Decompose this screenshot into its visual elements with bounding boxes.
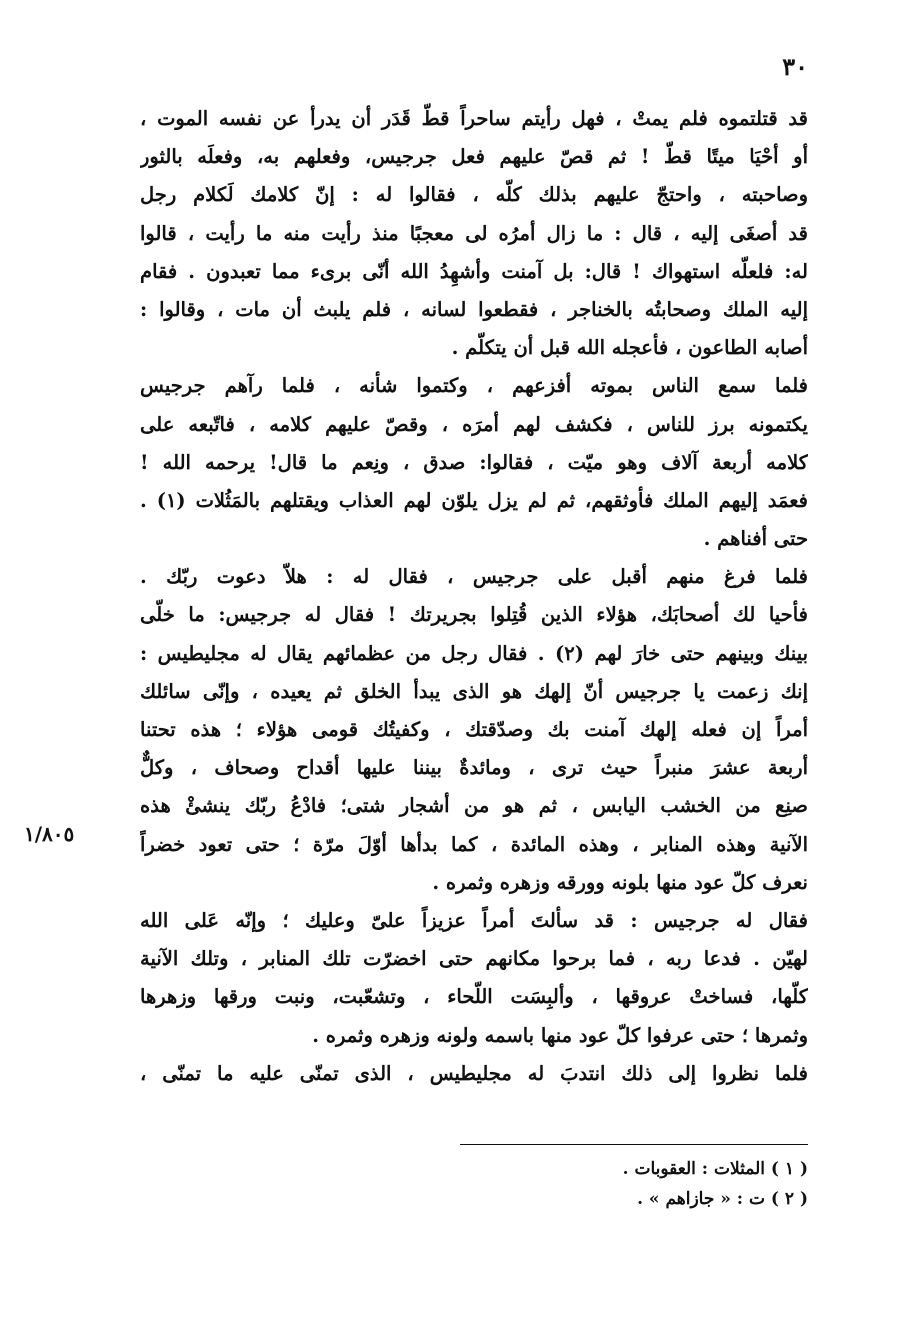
text-line: كلّها، فساختْ عروقها ، وألبِسَت اللّحاء ، وتشعّبت، ونبت ورقها وزهرها — [140, 985, 808, 1009]
footnote-divider — [460, 1144, 808, 1145]
text-line: فقال له جرجيس : قد سألتَ أمراً عزيزاً علىّ وعليك ؛ وإنّه عَلى الله — [140, 908, 808, 932]
text-line: وصاحبته ، واحتجّ عليهم بذلك كلّه ، فقالوا له : إنّ كلامك لَكلام رجل — [140, 183, 808, 207]
text-line: نعرف كلّ عود منها بلونه وورقه وزهره وثمره . — [432, 870, 808, 894]
footnote-1: ( ١ ) المثلات : العقوبات . — [622, 1159, 808, 1179]
text-line: فلما سمع الناس بموته أفزعهم ، وكتموا شأنه ، فلما رآهم جرجيس — [140, 374, 808, 398]
footnotes — [468, 1154, 808, 1214]
text-line: بينك وبينهم حتى خارَ لهم (٢) . فقال رجل من عظمائهم يقال له مجليطيس : — [140, 641, 808, 665]
text-line: إنك زعمت يا جرجيس أنّ إلهك هو الذى يبدأ الخلق ثم يعيده ، وإنّى سائلك — [140, 679, 808, 703]
text-line: يكتمونه برز للناس ، فكشف لهم أمرَه ، وقصّ عليهم كلامه ، فاتّبعه على — [140, 412, 808, 436]
main-text — [140, 100, 808, 1093]
text-line: فلما فرغ منهم أقبل على جرجيس ، فقال له : هلاّ دعوت ربّك . — [140, 565, 808, 589]
text-line: حتى أفناهم . — [703, 527, 808, 551]
text-line: له: فلعلّه استهواك ! قال: بل آمنت وأشهِدُ الله أنّى برىء مما تعبدون . فقام — [140, 259, 808, 283]
text-line: فلما نظروا إلى ذلك انتدبَ له مجليطيس ، الذى تمنّى عليه ما تمنّى ، — [140, 1061, 808, 1085]
text-line: فأحيا لك أصحابَك، هؤلاء الذين قُتِلوا بجريرتك ! فقال له جرجيس: ما خلّى — [140, 603, 808, 627]
text-line: أمراً إن فعله إلهك آمنت بك وصدّقتك ، وكفيتُك قومى هؤلاء ؛ هذه تحتنا — [140, 718, 808, 741]
text-line: أربعة عشرَ منبراً حيث ترى ، ومائدةٌ بيننا عليها أقداح وصحاف ، وكلٌّ — [140, 756, 808, 780]
text-line: صنِع من الخشب اليابس ، ثم هو من أشجار شتى؛ فادْعُ ربّك ينشئْ هذه — [140, 794, 808, 818]
page-number: ٣٠ — [782, 52, 808, 81]
text-line: أو أحْيَا ميتًا قطّ ! ثم قصّ عليهم فعل جرجيس، وفعلهم به، وفعلَه بالثور — [140, 145, 808, 169]
footnote-2: ( ٢ ) ت : « جازاهم » . — [637, 1189, 808, 1209]
margin-reference: ١/٨٠٥ — [24, 822, 75, 846]
text-line: فعمَد إليهم الملك فأوثقهم، ثم لم يزل يلوّن لهم العذاب ويقتلهم بالمَثُلات (١) . — [140, 488, 808, 512]
text-line: أصابه الطاعون ، فأعجله الله قبل أن يتكلّم . — [451, 336, 808, 360]
text-line: الآنية وهذه المنابر ، وهذه المائدة ، كما بدأها أوّلَ مرّة ؛ حتى تعود خضراً — [140, 832, 808, 856]
text-line: كلامه أربعة آلاف وهو ميّت ، فقالوا: صدق ، ونِعم ما قال! يرحمه الله ! — [140, 450, 808, 474]
text-line: قد أصغَى إليه ، قال : ما زال أمرُه لى معجبًا منذ رأيت منه ما رأيت ، قالوا — [140, 221, 808, 245]
text-line: لهيّن . فدعا ربه ، فما برحوا مكانهم حتى اخضرّت تلك المنابر ، وتلك الآنية — [140, 947, 808, 971]
text-line: وثمرها ؛ حتى عرفوا كلّ عود منها باسمه ولونه وزهره وثمره . — [312, 1023, 808, 1047]
text-line: قد قتلتموه فلم يمتْ ، فهل رأيتم ساحراً قطّ قَدَر أن يدرأ عن نفسه الموت ، — [140, 107, 808, 130]
text-line: إليه الملك وصحابتُه بالخناجر ، فقطعوا لسانه ، فلم يلبث أن مات ، وقالوا : — [140, 297, 808, 321]
